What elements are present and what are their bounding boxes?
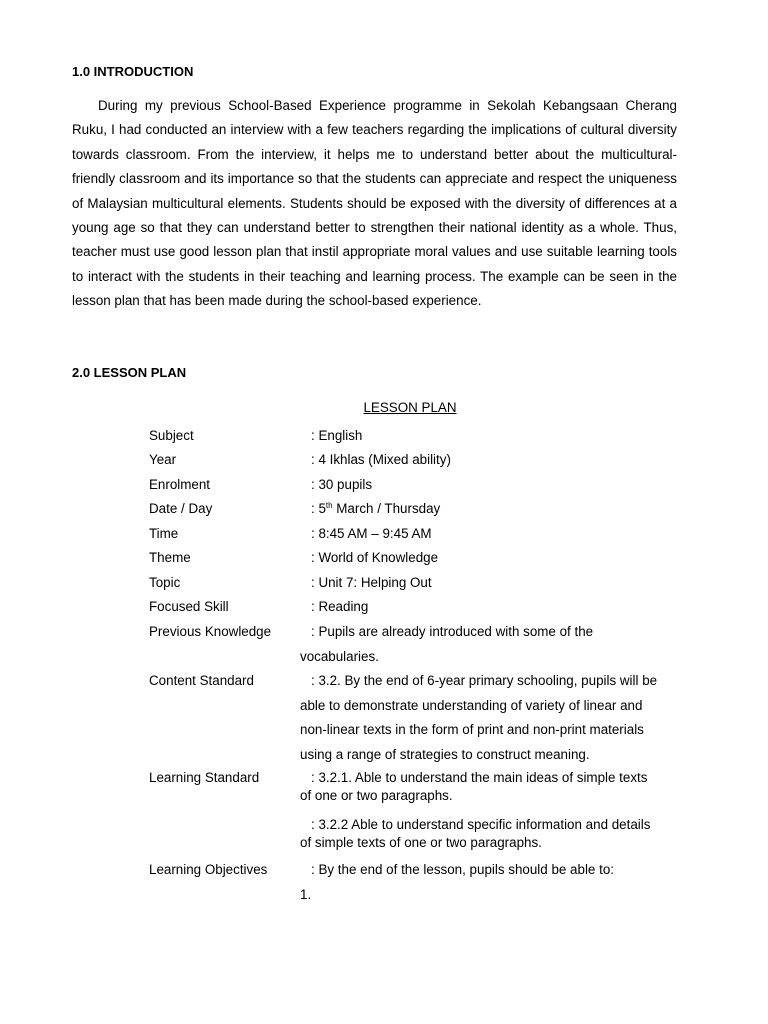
year-label: Year (149, 452, 177, 467)
learning-standard-label: Learning Standard (149, 770, 260, 785)
introduction-heading: 1.0 INTRODUCTION (72, 64, 194, 79)
focused-skill-label: Focused Skill (149, 599, 229, 614)
previous-knowledge-rest: vocabularies. (300, 648, 379, 664)
lesson-plan-heading: 2.0 LESSON PLAN (72, 365, 187, 380)
learning-objectives-item-1: 1. (300, 886, 312, 902)
learning-standard-item-2-rest: of simple texts of one or two paragraphs. (300, 835, 542, 850)
year-value: : 4 Ikhlas (Mixed ability) (311, 452, 451, 467)
topic-label: Topic (149, 575, 181, 590)
date-day-label: Date / Day (149, 501, 213, 516)
introduction-paragraph: During my previous School-Based Experience programme in Sekolah Kebangsaan Cherang Ruku, I had conducted an interview with a few teachers regarding the implications of cultural diversity towards classroom. From the interview, it helps me to understand better about the multicultural-friendly classroom and its importance so that the students can appreciate and respect the uniqueness of Malaysian multicultural elements. Students should be exposed with the diversity of differences at a young age so that they can understand better to strengthen their national identity as a whole. Thus, teacher must use good lesson plan that instil appropriate moral values and use suitable learning tools to interact with the students in their teaching and learning process. The example can be seen in the lesson plan that has been made during the school-based experience. (72, 98, 677, 309)
subject-label: Subject (149, 428, 194, 443)
date-day-suffix: March / Thursday (332, 501, 441, 516)
content-standard-lead: : 3.2. By the end of 6-year primary schooling, pupils will be (311, 673, 658, 688)
date-day-prefix: : 5 (311, 501, 326, 516)
date-day-ordinal: th (325, 501, 333, 510)
previous-knowledge-label: Previous Knowledge (149, 624, 272, 639)
enrolment-label: Enrolment (149, 477, 211, 492)
focused-skill-value: : Reading (311, 599, 369, 614)
date-day-value (311, 501, 440, 517)
subject-value: : English (311, 428, 363, 443)
learning-standard-item-2-lead: : 3.2.2 Able to understand specific information and details (311, 817, 651, 832)
content-standard-value (300, 669, 680, 767)
time-label: Time (149, 526, 179, 541)
content-standard-label: Content Standard (149, 673, 254, 688)
content-standard-rest: able to demonstrate understanding of variety of linear and non-linear texts in the form of print and non-print materials using a range of strategies to construct meaning. (300, 697, 644, 762)
topic-value: : Unit 7: Helping Out (311, 575, 432, 590)
learning-standard-item-1 (300, 769, 680, 805)
lesson-plan-title: LESSON PLAN (363, 400, 457, 415)
learning-standard-item-1-lead: : 3.2.1. Able to understand the main ideas of simple texts (311, 770, 648, 785)
previous-knowledge-value (300, 620, 680, 669)
theme-value: : World of Knowledge (311, 550, 439, 565)
learning-objectives-value (300, 858, 680, 907)
theme-label: Theme (149, 550, 191, 565)
enrolment-value: : 30 pupils (311, 477, 373, 492)
learning-objectives-label: Learning Objectives (149, 862, 268, 877)
learning-objectives-lead: : By the end of the lesson, pupils should be able to: (311, 862, 614, 877)
learning-standard-item-2 (300, 816, 680, 852)
time-value: : 8:45 AM – 9:45 AM (311, 526, 432, 541)
learning-standard-item-1-rest: of one or two paragraphs. (300, 788, 453, 803)
previous-knowledge-lead: : Pupils are already introduced with some of the (311, 624, 594, 639)
